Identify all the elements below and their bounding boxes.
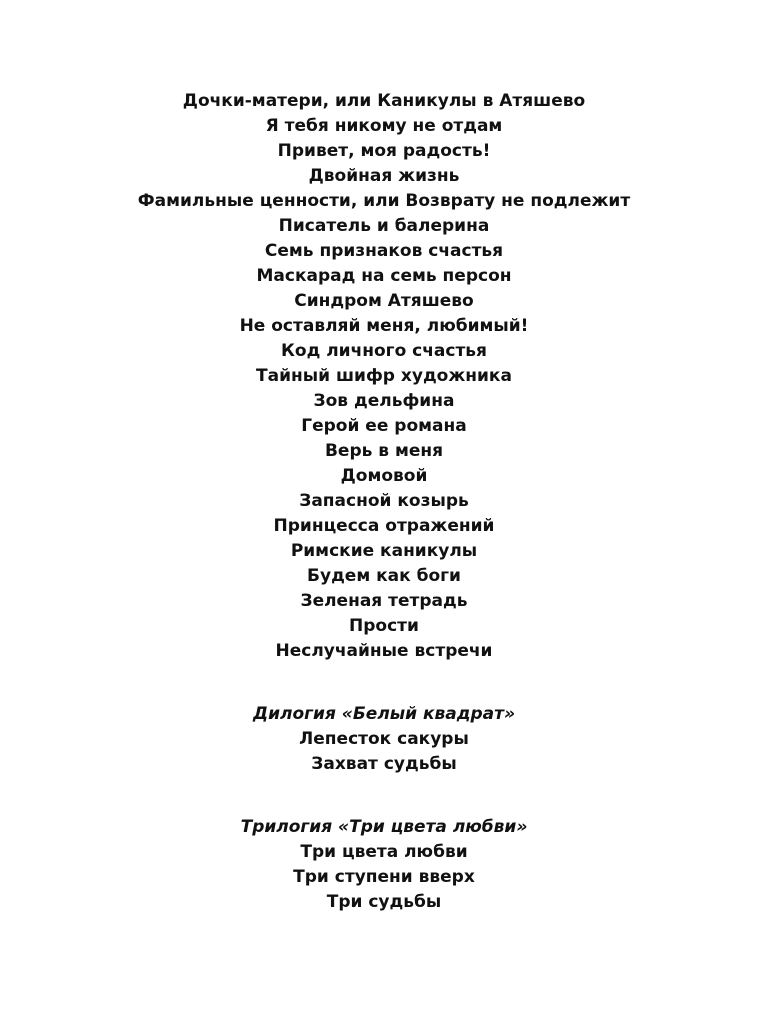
book-title: Фамильные ценности, или Возврату не подлежит bbox=[137, 191, 631, 211]
book-title: Зеленая тетрадь bbox=[300, 591, 468, 611]
book-title: Тайный шифр художника bbox=[256, 366, 512, 386]
book-title: Я тебя никому не отдам bbox=[265, 116, 503, 136]
series-title: Трилогия «Три цвета любви» bbox=[240, 817, 528, 837]
book-title: Семь признаков счастья bbox=[264, 241, 504, 261]
book-title: Синдром Атяшево bbox=[294, 291, 474, 311]
book-title: Три цвета любви bbox=[300, 842, 468, 862]
book-title: Три ступени вверх bbox=[293, 867, 475, 887]
book-title: Римские каникулы bbox=[290, 541, 478, 561]
standalone-books-list bbox=[0, 89, 768, 664]
book-title: Захват судьбы bbox=[311, 754, 457, 774]
book-title: Прости bbox=[349, 616, 419, 636]
book-title: Код личного счастья bbox=[281, 341, 487, 361]
book-list-page bbox=[0, 89, 768, 915]
section-spacer bbox=[0, 777, 768, 815]
book-title: Принцесса отражений bbox=[273, 516, 495, 536]
book-title: Неслучайные встречи bbox=[275, 641, 493, 661]
book-title: Герой ее романа bbox=[301, 416, 467, 436]
series-title: Дилогия «Белый квадрат» bbox=[252, 704, 516, 724]
book-title: Дочки-матери, или Каникулы в Атяшево bbox=[182, 91, 586, 111]
book-title: Не оставляй меня, любимый! bbox=[239, 316, 529, 336]
book-title: Домовой bbox=[340, 466, 428, 486]
book-title: Писатель и балерина bbox=[278, 216, 490, 236]
book-title: Будем как боги bbox=[307, 566, 461, 586]
book-title: Три судьбы bbox=[326, 892, 442, 912]
book-title: Привет, моя радость! bbox=[277, 141, 491, 161]
book-title: Лепесток сакуры bbox=[299, 729, 469, 749]
series-block-belyi-kvadrat bbox=[0, 702, 768, 777]
series-block-tri-tsveta-lyubvi bbox=[0, 815, 768, 915]
book-title: Запасной козырь bbox=[299, 491, 469, 511]
book-title: Верь в меня bbox=[324, 441, 444, 461]
book-title: Зов дельфина bbox=[313, 391, 455, 411]
section-spacer bbox=[0, 664, 768, 702]
book-title: Двойная жизнь bbox=[308, 166, 460, 186]
book-title: Маскарад на семь персон bbox=[256, 266, 512, 286]
